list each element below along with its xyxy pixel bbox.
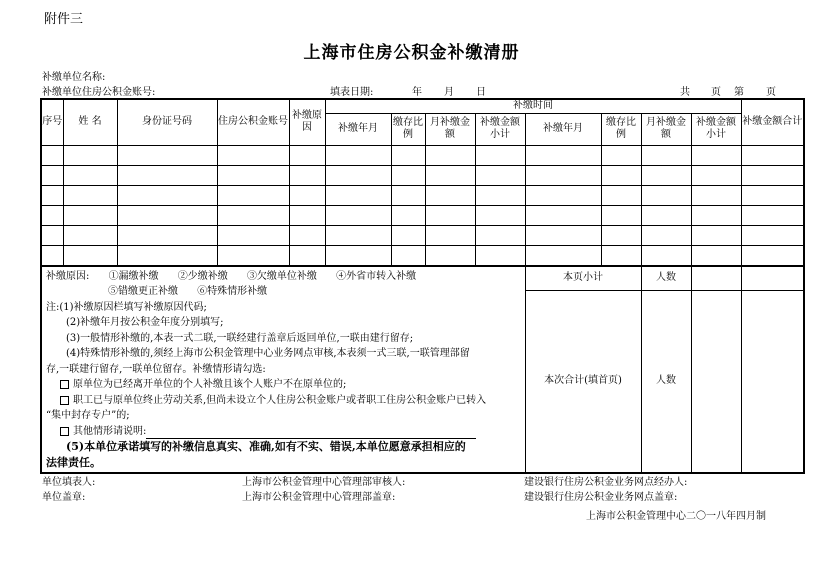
table-row xyxy=(41,185,804,205)
table-row xyxy=(41,225,804,245)
sub-header-ym: 补缴年月 xyxy=(325,113,391,145)
note-4b: 存,一联建行留存,一联单位留存。补缴情形请勾选: xyxy=(46,363,266,375)
table-row xyxy=(41,205,804,225)
reason-4: ④外省市转入补缴 xyxy=(336,270,417,282)
sub-header-ratio: 缴存比例 xyxy=(391,113,425,145)
people-label: 人数 xyxy=(641,266,691,291)
day-label: 日 xyxy=(476,87,486,98)
reason-codes xyxy=(46,269,521,285)
sub-header-subtotal: 补缴金额小计 xyxy=(475,113,525,145)
reason-5: ⑤错缴更正补缴 xyxy=(108,286,178,297)
grand-subtotal-label: 本次合计(填首页) xyxy=(525,290,641,473)
seal-label: 单位盖章: xyxy=(42,492,86,503)
reason-2: ②少缴补缴 xyxy=(177,270,228,282)
table-row xyxy=(41,165,804,185)
notes-label: 注: xyxy=(46,301,60,313)
year-label: 年 xyxy=(412,87,422,98)
option-3: 其他情形请说明: xyxy=(46,424,521,440)
col-header-id: 身份证号码 xyxy=(117,99,217,145)
account-label: 补缴单位住房公积金账号: xyxy=(42,87,156,98)
nth-label: 第 xyxy=(734,87,744,98)
fill-date-label: 填表日期: xyxy=(330,87,374,98)
option-2b: “集中封存专户”的; xyxy=(46,410,130,421)
notes-block xyxy=(41,266,525,474)
reason-codes-2 xyxy=(46,284,521,300)
page2-label: 页 xyxy=(766,87,776,98)
table-row xyxy=(41,145,804,165)
sub-header-monthly: 月补缴金额 xyxy=(425,113,475,145)
note-1: 注:(1)补缴原因栏填写补缴原因代码; xyxy=(46,301,207,313)
issuer-label: 上海市公积金管理中心二〇一八年四月制 xyxy=(586,511,766,522)
col-header-time: 补缴时间 xyxy=(325,99,741,113)
sub-header-subtotal: 补缴金额小计 xyxy=(691,113,741,145)
checkbox-option-2[interactable] xyxy=(60,396,69,405)
unit-name-label: 补缴单位名称: xyxy=(42,72,106,83)
col-header-account: 住房公积金账号 xyxy=(217,99,289,145)
checkbox-option-3[interactable] xyxy=(60,427,69,436)
note-2: (2)补缴年月按公积金年度分别填写; xyxy=(66,317,224,328)
note-4a: (4)特殊情形补缴的,须经上海市公积金管理中心业务网点审核,本表须一式三联,一联管理部留 xyxy=(66,348,470,359)
sub-header-ratio: 缴存比例 xyxy=(601,113,641,145)
page-title: 上海市住房公积金补缴清册 xyxy=(303,43,520,63)
reason-3: ③欠缴单位补缴 xyxy=(246,270,317,282)
table-row xyxy=(41,245,804,266)
page-subtotal-label: 本页小计 xyxy=(525,266,641,291)
page-label: 页 xyxy=(711,87,721,98)
other-explanation-field[interactable] xyxy=(146,428,476,439)
option-1: 原单位为已经离开单位的个人补缴且该个人账户不在原单位的; xyxy=(46,377,521,393)
checkbox-option-1[interactable] xyxy=(60,380,69,389)
note-3: (3)一般情形补缴的,本表一式二联,一联经建行盖章后返回单位,一联由建行留存; xyxy=(66,332,414,344)
bank-handler-label: 建设银行住房公积金业务网点经办人: xyxy=(524,477,688,488)
filler-label: 单位填表人: xyxy=(42,477,96,488)
reason-label: 补缴原因: xyxy=(46,270,90,282)
col-header-reason: 补缴原因 xyxy=(289,99,325,145)
col-header-seq: 序号 xyxy=(41,99,63,145)
option-2: 职工已与原单位终止劳动关系,但尚未设立个人住房公积金账户或者职工住房公积金账户已转入 xyxy=(46,393,521,409)
col-header-total: 补缴金额合计 xyxy=(741,99,804,145)
month-label: 月 xyxy=(444,87,454,98)
col-header-name: 姓 名 xyxy=(63,99,117,145)
bank-seal-label: 建设银行住房公积金业务网点盖章: xyxy=(524,492,678,503)
note-5a: (5)本单位承诺填写的补缴信息真实、准确,如有不实、错误,本单位愿意承担相应的 xyxy=(66,440,466,453)
note-5b: 法律责任。 xyxy=(46,455,101,469)
sub-header-ym: 补缴年月 xyxy=(525,113,601,145)
people-label-2: 人数 xyxy=(641,290,691,473)
reason-1: ①漏缴补缴 xyxy=(108,270,159,282)
reviewer-label: 上海市公积金管理中心管理部审核人: xyxy=(242,477,406,488)
attachment-label: 附件三 xyxy=(44,12,84,27)
total-label: 共 xyxy=(680,87,690,98)
sub-header-monthly: 月补缴金额 xyxy=(641,113,691,145)
reason-6: ⑥特殊情形补缴 xyxy=(197,286,268,297)
mgmt-seal-label: 上海市公积金管理中心管理部盖章: xyxy=(242,492,396,503)
supplement-table xyxy=(40,98,805,474)
